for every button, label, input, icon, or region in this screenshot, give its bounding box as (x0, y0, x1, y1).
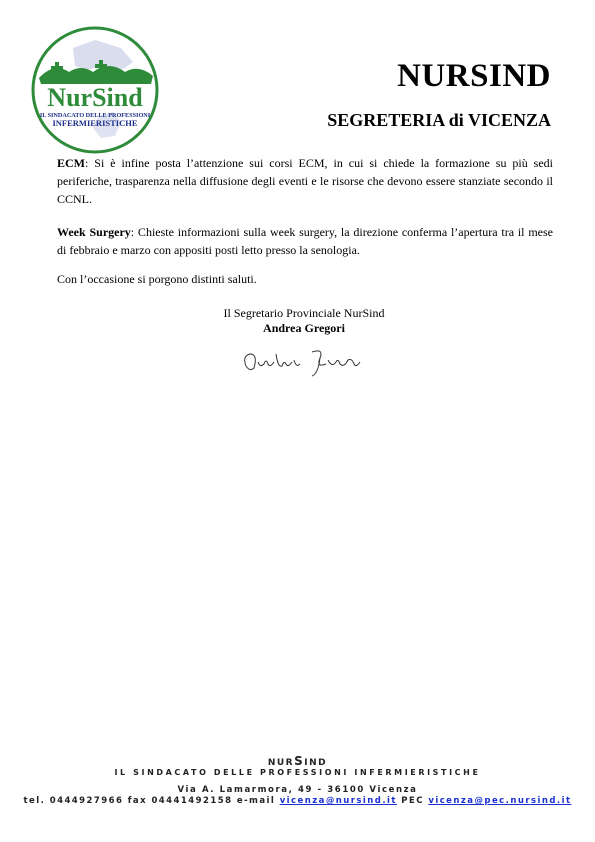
footer-address: Via A. Lamarmora, 49 - 36100 Vicenza (177, 785, 418, 795)
footer-contact (0, 796, 595, 806)
nursind-logo (29, 26, 161, 154)
ecm-text: : Si è infine posta l’attenzione sui corsi ECM, in cui si chiede la formazione su più sedi periferiche, trasparenza nella diffusione degli eventi e le risorse che devono essere stanziate secondo il CCNL. (57, 156, 553, 206)
org-title: NURSIND (397, 58, 551, 94)
pec-link[interactable]: vicenza@pec.nursind.it (428, 796, 572, 806)
org-subtitle: SEGRETERIA di VICENZA (327, 110, 551, 130)
footer-brand-c: IND (304, 758, 328, 768)
week-surgery-label: Week Surgery (57, 225, 131, 239)
footer-brand-b: S (294, 754, 305, 768)
ecm-paragraph (57, 154, 553, 208)
pec-label: PEC (396, 796, 429, 806)
ecm-label: ECM (57, 156, 85, 170)
week-surgery-paragraph (57, 223, 553, 259)
signatory-role: Il Segretario Provinciale NurSind (223, 306, 385, 320)
logo-line1: IL SINDACATO DELLE PROFESSIONI (39, 112, 151, 119)
week-surgery-text: : Chieste informazioni sulla week surgery, la direzione conferma l’apertura tra il mese di febbraio e marzo con appositi posti letto presso la senologia. (57, 225, 553, 257)
email-link[interactable]: vicenza@nursind.it (279, 796, 397, 806)
footer-union: IL SINDACATO DELLE PROFESSIONI INFERMIERISTICHE (114, 768, 481, 777)
closing-paragraph: Con l’occasione si porgono distinti saluti. (57, 272, 257, 286)
footer-brand-a: NUR (267, 758, 295, 768)
handwritten-signature (240, 344, 368, 378)
footer-contact-prefix: tel. 0444927966 fax 04441492158 e-mail (23, 796, 280, 806)
signatory-name: Andrea Gregori (263, 321, 345, 335)
svg-text:NurSind: NurSind (47, 83, 143, 112)
logo-line2: INFERMIERISTICHE (52, 118, 138, 128)
footer-brand (0, 754, 595, 768)
